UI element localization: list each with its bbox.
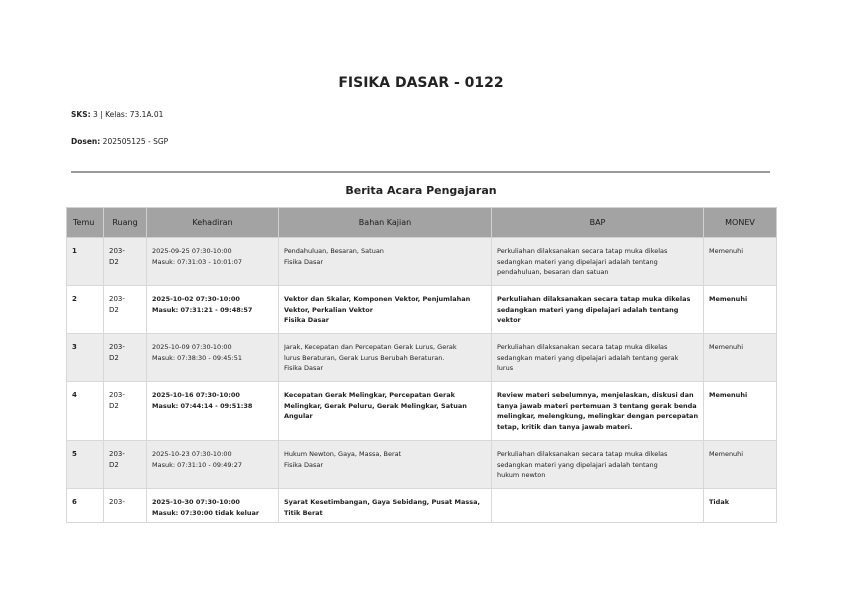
- cell-bap-line: sedangkan materi yang dipelajari adalah tentang: [497, 460, 658, 469]
- sks-value: 3 | Kelas: 73.1A.01: [93, 110, 164, 119]
- cell-ruang: [104, 441, 147, 489]
- cell-bahan-kajian-line: Vektor, Perkalian Vektor: [284, 305, 373, 314]
- cell-bahan-kajian-line: Vektor dan Skalar, Komponen Vektor, Penjumlahan: [284, 295, 471, 303]
- cell-kehadiran-line: Masuk: 07:31:03 - 10:01:07: [152, 257, 242, 266]
- cell-kehadiran-line: 2025-10-30 07:30-10:00: [152, 498, 240, 506]
- cell-kehadiran: [147, 382, 279, 441]
- section-divider: [71, 171, 770, 173]
- report-table: [66, 207, 777, 523]
- cell-bahan-kajian-line: Fisika Dasar: [284, 257, 323, 266]
- course-meta-dosen: [71, 137, 168, 146]
- cell-kehadiran-line: Masuk: 07:44:14 - 09:51:38: [152, 401, 253, 410]
- cell-kehadiran-line: 2025-09-25 07:30-10:00: [152, 247, 232, 255]
- cell-bahan-kajian: [279, 238, 492, 286]
- cell-bap-line: Review materi sebelumnya, menjelaskan, diskusi dan: [497, 391, 694, 399]
- table-row: [67, 441, 777, 489]
- cell-bap-line: vektor: [497, 316, 521, 324]
- cell-monev: Memenuhi: [704, 441, 777, 489]
- course-meta-sks: [71, 110, 163, 119]
- cell-bap-line: tanya jawab materi pertemuan 3 tentang gerak benda: [497, 401, 697, 410]
- column-header-ruang: Ruang: [104, 208, 147, 238]
- cell-bap-line: tetap, kritik dan tanya jawab materi.: [497, 422, 633, 431]
- section-title: Berita Acara Pengajaran: [345, 184, 497, 197]
- cell-bahan-kajian-line: Fisika Dasar: [284, 316, 329, 324]
- cell-kehadiran-line: 2025-10-23 07:30-10:00: [152, 450, 232, 458]
- cell-temu: 2: [67, 286, 104, 334]
- cell-bap-line: hukum newton: [497, 471, 546, 479]
- cell-bap-line: Perkuliahan dilaksanakan secara tatap muka dikelas: [497, 450, 668, 458]
- column-header-bap: BAP: [492, 208, 704, 238]
- cell-bahan-kajian: [279, 286, 492, 334]
- cell-ruang-line: D2: [109, 401, 119, 410]
- page-title: FISIKA DASAR - 0122: [338, 75, 504, 91]
- cell-kehadiran-line: Masuk: 07:30:00 tidak keluar: [152, 508, 260, 517]
- cell-bap: [492, 382, 704, 441]
- cell-ruang-line: D2: [109, 305, 119, 314]
- cell-bahan-kajian-line: Syarat Kesetimbangan, Gaya Sebidang, Pusat Massa,: [284, 498, 480, 506]
- cell-ruang: [104, 489, 147, 523]
- cell-bap-line: Perkuliahan dilaksanakan secara tatap muka dikelas: [497, 343, 668, 351]
- cell-kehadiran-line: 2025-10-02 07:30-10:00: [152, 295, 240, 303]
- cell-monev: Memenuhi: [704, 286, 777, 334]
- cell-bahan-kajian-line: Fisika Dasar: [284, 364, 323, 372]
- cell-kehadiran: [147, 334, 279, 382]
- cell-ruang-line: 203-: [109, 343, 125, 351]
- cell-ruang: [104, 286, 147, 334]
- cell-bap-line: lurus: [497, 364, 514, 372]
- cell-bahan-kajian-line: Hukum Newton, Gaya, Massa, Berat: [284, 450, 402, 458]
- cell-bap-line: Perkuliahan dilaksanakan secara tatap muka dikelas: [497, 295, 691, 303]
- cell-bahan-kajian-line: Titik Berat: [284, 508, 323, 517]
- cell-bahan-kajian: [279, 489, 492, 523]
- dosen-value: 202505125 - SGP: [102, 137, 169, 146]
- cell-bahan-kajian: [279, 382, 492, 441]
- cell-temu: 5: [67, 441, 104, 489]
- table-row: [67, 238, 777, 286]
- cell-kehadiran: [147, 489, 279, 523]
- cell-kehadiran: [147, 441, 279, 489]
- cell-ruang: [104, 382, 147, 441]
- cell-bap: [492, 286, 704, 334]
- table-row: [67, 286, 777, 334]
- cell-ruang: [104, 238, 147, 286]
- cell-bahan-kajian-line: Melingkar, Gerak Peluru, Gerak Melingkar, Satuan: [284, 401, 467, 410]
- cell-temu: 1: [67, 238, 104, 286]
- cell-kehadiran-line: Masuk: 07:38:30 - 09:45:51: [152, 353, 242, 362]
- cell-monev: Tidak: [704, 489, 777, 523]
- cell-kehadiran: [147, 286, 279, 334]
- cell-bap: [492, 489, 704, 523]
- cell-bahan-kajian-line: Jarak, Kecepatan dan Percepatan Gerak Lurus, Gerak: [284, 343, 457, 351]
- column-header-bahan-kajian: Bahan Kajian: [279, 208, 492, 238]
- cell-ruang-line: D2: [109, 460, 119, 469]
- cell-temu: 6: [67, 489, 104, 523]
- cell-bap-line: Perkuliahan dilaksanakan secara tatap muka dikelas: [497, 247, 668, 255]
- cell-bahan-kajian-line: Angular: [284, 412, 313, 420]
- cell-bahan-kajian: [279, 334, 492, 382]
- sks-label: SKS:: [71, 110, 91, 119]
- cell-bap-line: melingkar, melengkung, melingkar dengan percepatan: [497, 412, 698, 420]
- cell-ruang-line: 203-: [109, 391, 125, 399]
- cell-bahan-kajian-line: Fisika Dasar: [284, 460, 323, 469]
- column-header-kehadiran: Kehadiran: [147, 208, 279, 238]
- cell-bap-line: sedangkan materi yang dipelajari adalah tentang gerak: [497, 353, 679, 362]
- cell-kehadiran-line: Masuk: 07:31:10 - 09:49:27: [152, 460, 242, 469]
- cell-bap-line: pendahuluan, besaran dan satuan: [497, 268, 609, 276]
- cell-temu: 3: [67, 334, 104, 382]
- cell-ruang-line: D2: [109, 353, 119, 362]
- cell-bap: [492, 441, 704, 489]
- cell-monev: Memenuhi: [704, 382, 777, 441]
- cell-bahan-kajian-line: lurus Beraturan, Gerak Lurus Berubah Beraturan.: [284, 353, 445, 362]
- cell-temu: 4: [67, 382, 104, 441]
- column-header-monev: MONEV: [704, 208, 777, 238]
- table-header-row: [67, 208, 777, 238]
- cell-bap-line: sedangkan materi yang dipelajari adalah tentang: [497, 305, 679, 314]
- cell-ruang-line: 203-: [109, 450, 125, 458]
- cell-ruang: [104, 334, 147, 382]
- cell-bap: [492, 334, 704, 382]
- cell-bahan-kajian-line: Kecepatan Gerak Melingkar, Percepatan Gerak: [284, 391, 455, 399]
- table-row: [67, 489, 777, 523]
- cell-monev: Memenuhi: [704, 334, 777, 382]
- cell-ruang-line: 203-: [109, 295, 125, 303]
- cell-ruang-line: 203-: [109, 498, 125, 506]
- cell-monev: Memenuhi: [704, 238, 777, 286]
- table-row: [67, 334, 777, 382]
- cell-ruang-line: 203-: [109, 247, 125, 255]
- cell-ruang-line: D2: [109, 257, 119, 266]
- cell-kehadiran-line: Masuk: 07:31:21 - 09:48:57: [152, 305, 253, 314]
- cell-kehadiran: [147, 238, 279, 286]
- cell-bahan-kajian-line: Pendahuluan, Besaran, Satuan: [284, 247, 384, 255]
- cell-bap: [492, 238, 704, 286]
- dosen-label: Dosen:: [71, 137, 101, 146]
- cell-bap-line: sedangkan materi yang dipelajari adalah tentang: [497, 257, 658, 266]
- table-body: [67, 238, 777, 523]
- table-row: [67, 382, 777, 441]
- cell-bahan-kajian: [279, 441, 492, 489]
- column-header-temu: Temu: [67, 208, 104, 238]
- cell-kehadiran-line: 2025-10-16 07:30-10:00: [152, 391, 240, 399]
- cell-kehadiran-line: 2025-10-09 07:30-10:00: [152, 343, 232, 351]
